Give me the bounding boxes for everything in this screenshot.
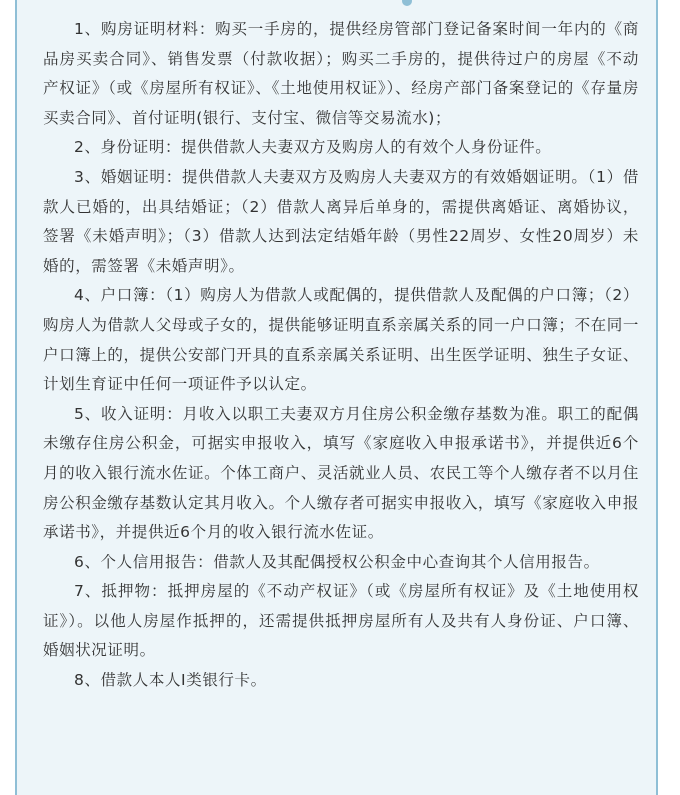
decorative-dot [402, 0, 412, 6]
paragraph-collateral: 7、抵押物：抵押房屋的《不动产权证》（或《房屋所有权证》及《土地使用权证》）。以他人房屋作抵押的，还需提供抵押房屋所有人及共有人身份证、户口簿、婚姻状况证明。 [43, 582, 639, 660]
paragraph-bank-card: 8、借款人本人Ⅰ类银行卡。 [74, 671, 267, 690]
paragraph-purchase-proof: 1、购房证明材料：购买一手房的，提供经房管部门登记备案时间一年内的《商品房买卖合同》、销售发票（付款收据）；购买二手房的，提供待过户的房屋《不动产权证》（或《房屋所有权证》、《土地使用权证》）、经房产部门备案登记的《存量房买卖合同》、首付证明(银行、支付宝、微信等交易流水)； [43, 20, 639, 127]
paragraph-credit-report: 6、个人信用报告：借款人及其配偶授权公积金中心查询其个人信用报告。 [74, 552, 600, 571]
paragraph-income-proof: 5、收入证明：月收入以职工夫妻双方月住房公积金缴存基数为准。职工的配偶未缴存住房公积金，可据实申报收入，填写《家庭收入申报承诺书》，并提供近6个月的收入银行流水佐证。个体工商户、灵活就业人员、农民工等个人缴存者不以月住房公积金缴存基数认定其月收入。个人缴存者可据实申报收入，填写《家庭收入申报承诺书》，并提供近6个月的收入银行流水佐证。 [43, 404, 639, 542]
paragraph-marriage-proof: 3、婚姻证明：提供借款人夫妻双方及购房人夫妻双方的有效婚姻证明。（1）借款人已婚的，出具结婚证；（2）借款人离异后单身的，需提供离婚证、离婚协议，签署《未婚声明》；（3）借款人达到法定结婚年龄（男性22周岁、女性20周岁）未婚的，需签署《未婚声明》。 [43, 167, 639, 275]
document-body [43, 15, 639, 696]
paragraph-identity-proof: 2、身份证明：提供借款人夫妻双方及购房人的有效个人身份证件。 [74, 138, 552, 157]
paragraph-household-register: 4、户口簿：（1）购房人为借款人或配偶的，提供借款人及配偶的户口簿；（2）购房人为借款人父母或子女的，提供能够证明直系亲属关系的同一户口簿；不在同一户口簿上的，提供公安部门开具的直系亲属关系证明、出生医学证明、独生子女证、计划生育证中任何一项证件予以认定。 [43, 286, 639, 394]
